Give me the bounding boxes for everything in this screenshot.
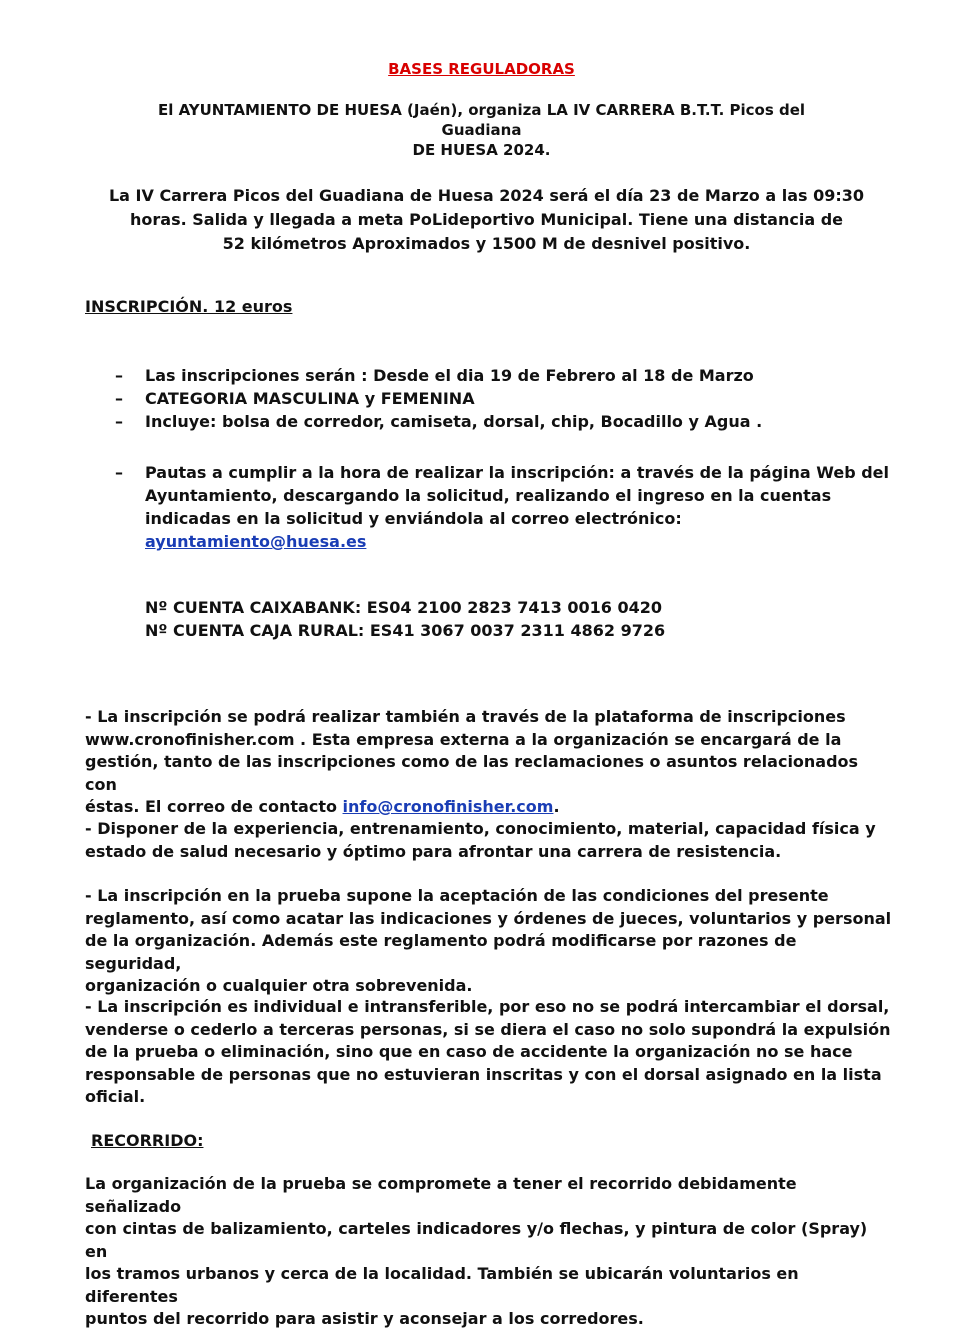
list-item <box>115 410 905 433</box>
pautas-line: indicadas en la solicitud y enviándola al correo electrónico: <box>145 509 682 528</box>
intro-line: DE HUESA 2024. <box>412 141 551 159</box>
list-item-text: Incluye: bolsa de corredor, camiseta, dorsal, chip, Bocadillo y Agua . <box>145 412 763 431</box>
paragraph-line: de la organización. Además este reglamento podrá modificarse por razones de seguridad, <box>85 931 797 973</box>
list-item <box>115 461 905 553</box>
race-info-line: 52 kilómetros Aproximados y 1500 M de desnivel positivo. <box>222 234 751 253</box>
inscripcion-list <box>115 364 905 433</box>
paragraph-line: gestión, tanto de las inscripciones como de las reclamaciones o asuntos relacionados con <box>85 752 859 794</box>
paragraph-line: estado de salud necesario y óptimo para afrontar una carrera de resistencia. <box>85 841 782 861</box>
paragraph-line: puntos del recorrido para asistir y aconsejar a los corredores. <box>85 1309 644 1328</box>
acceptance-paragraph <box>85 885 895 998</box>
recorrido-paragraph <box>85 1173 895 1331</box>
recorrido-heading: RECORRIDO: <box>91 1131 204 1150</box>
race-info-paragraph <box>95 184 878 256</box>
list-item-text: Las inscripciones serán : Desde el dia 19 de Febrero al 18 de Marzo <box>145 366 754 385</box>
paragraph-line: reglamento, así como acatar las indicaciones y órdenes de jueces, voluntarios y personal <box>85 908 892 928</box>
pautas-list-item <box>115 461 905 553</box>
dash-bullet: – <box>115 412 123 431</box>
pautas-text <box>145 461 905 553</box>
pautas-line: Ayuntamiento, descargando la solicitud, realizando el ingreso en la cuentas <box>145 486 832 505</box>
paragraph-line <box>85 796 895 819</box>
paragraph-line: de la prueba o eliminación, sino que en caso de accidente la organización no se hace <box>85 1042 853 1061</box>
dash-bullet: – <box>115 463 123 482</box>
paragraph-line: los tramos urbanos y cerca de la localidad. También se ubicarán voluntarios en diferentes <box>85 1264 799 1306</box>
bank-account-caixabank: Nº CUENTA CAIXABANK: ES04 2100 2823 7413 0016 0420 <box>145 598 663 617</box>
paragraph-line: con cintas de balizamiento, carteles indicadores y/o flechas, y pintura de color (Spray) en <box>85 1219 868 1261</box>
paragraph-line: organización o cualquier otra sobrevenida. <box>85 976 473 995</box>
paragraph-line: - La inscripción en la prueba supone la aceptación de las condiciones del presente <box>85 886 829 905</box>
pautas-line: Pautas a cumplir a la hora de realizar la inscripción: a través de la página Web del <box>145 463 890 482</box>
email-link[interactable]: ayuntamiento@huesa.es <box>145 532 367 551</box>
paragraph-line: venderse o cederlo a terceras personas, si se diera el caso no solo supondrá la expulsión <box>85 1019 891 1039</box>
intro-paragraph <box>120 100 843 160</box>
dash-bullet: – <box>115 366 123 385</box>
dash-bullet: – <box>115 389 123 408</box>
paragraph-text: éstas. El correo de contacto <box>85 797 343 816</box>
race-info-line: horas. Salida y llegada a meta PoLideportivo Municipal. Tiene una distancia de <box>130 210 843 229</box>
paragraph-text: . <box>553 797 560 816</box>
bank-account-caja-rural: Nº CUENTA CAJA RURAL: ES41 3067 0037 2311 4862 9726 <box>145 621 666 640</box>
cronofinisher-paragraph <box>85 706 895 819</box>
paragraph-line: La organización de la prueba se compromete a tener el recorrido debidamente señalizado <box>85 1174 797 1216</box>
intro-line: El AYUNTAMIENTO DE HUESA (Jaén), organiza LA IV CARRERA B.T.T. Picos del Guadiana <box>157 101 806 139</box>
list-item <box>115 387 905 410</box>
paragraph-line: - La inscripción se podrá realizar también a través de la plataforma de inscripciones <box>85 707 846 726</box>
paragraph-line: oficial. <box>85 1087 146 1106</box>
paragraph-line: - La inscripción es individual e intransferible, por eso no se podrá intercambiar el dorsal, <box>85 997 890 1016</box>
paragraph-line: www.cronofinisher.com . Esta empresa externa a la organización se encargará de la <box>85 729 842 749</box>
paragraph-line: - Disponer de la experiencia, entrenamiento, conocimiento, material, capacidad física y <box>85 819 876 838</box>
document-title: BASES REGULADORAS <box>388 60 575 78</box>
inscripcion-heading: INSCRIPCIÓN. 12 euros <box>85 297 293 316</box>
experience-paragraph <box>85 818 895 863</box>
paragraph-line: responsable de personas que no estuvieran inscritas y con el dorsal asignado en la lista <box>85 1064 882 1084</box>
individual-paragraph <box>85 996 895 1109</box>
list-item-text: CATEGORIA MASCULINA y FEMENINA <box>145 389 475 408</box>
race-info-line: La IV Carrera Picos del Guadiana de Huesa 2024 será el día 23 de Marzo a las 09:30 <box>108 186 865 205</box>
contact-email-link[interactable]: info@cronofinisher.com <box>342 797 554 816</box>
list-item <box>115 364 905 387</box>
bank-accounts <box>145 596 665 642</box>
